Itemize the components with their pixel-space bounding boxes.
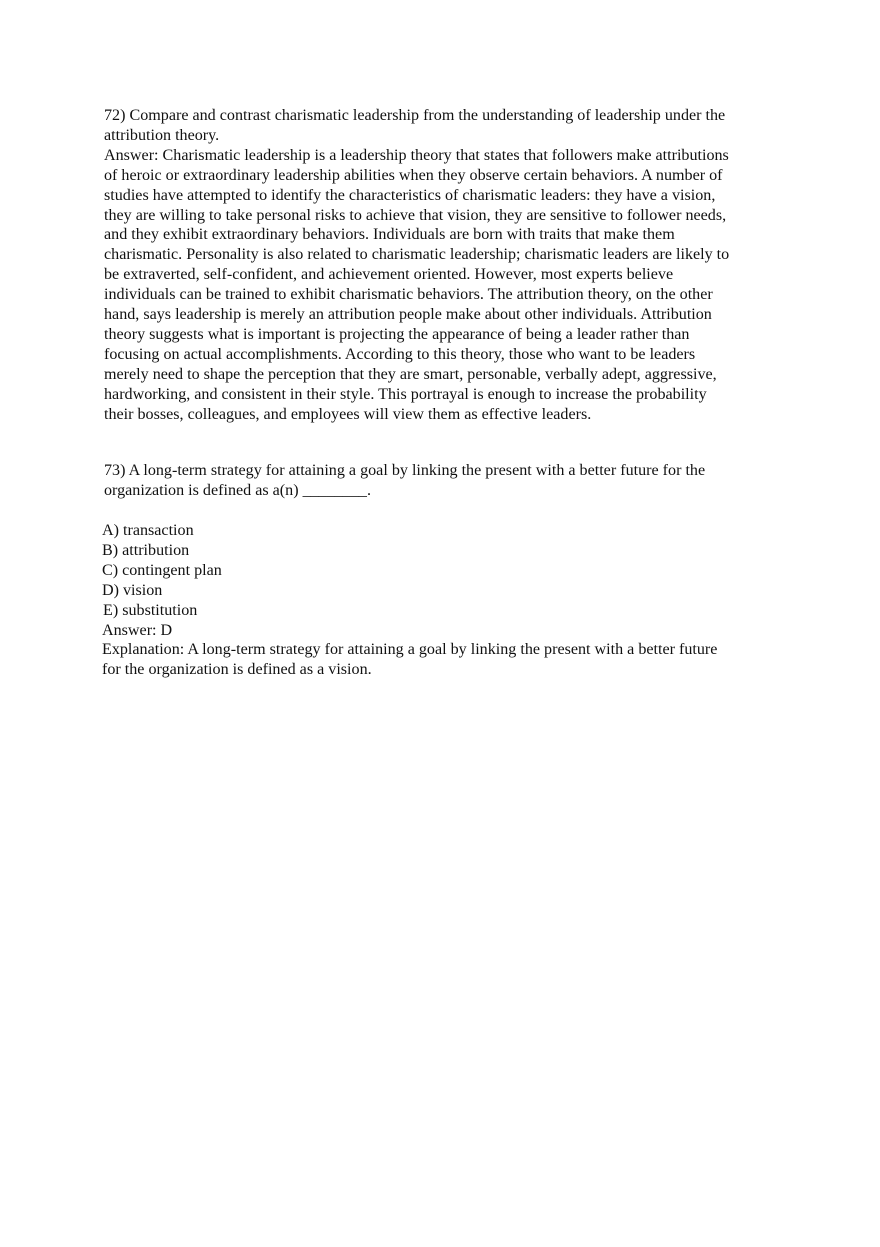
question-73-options (102, 521, 792, 680)
explanation-73-line-2: for the organization is defined as a vision. (102, 661, 372, 679)
answer-72-line-11: focusing on actual accomplishments. According to this theory, those who want to be leaders (104, 345, 696, 363)
answer-72-line-14: their bosses, colleagues, and employees will view them as effective leaders. (104, 405, 592, 423)
answer-72-line-5: and they exhibit extraordinary behaviors. Individuals are born with traits that make them (104, 226, 675, 244)
answer-72-line-12: merely need to shape the perception that they are smart, personable, verbally adept, aggressive, (104, 365, 717, 383)
option-a: A) transaction (102, 522, 194, 539)
question-72 (104, 106, 794, 425)
answer-72-line-7: be extraverted, self-confident, and achievement oriented. However, most experts believe (104, 266, 674, 284)
answer-72-line-10: theory suggests what is important is projecting the appearance of being a leader rather than (104, 325, 690, 343)
question-73-text-line-1: 73) A long-term strategy for attaining a goal by linking the present with a better future for the (104, 462, 706, 479)
option-c: C) contingent plan (102, 561, 222, 579)
option-e: E) substitution (103, 601, 198, 619)
answer-72-line-2: of heroic or extraordinary leadership abilities when they observe certain behaviors. A number of (104, 166, 723, 184)
question-73-text-line-2: organization is defined as a(n) ________. (104, 481, 371, 499)
explanation-73-line-1: Explanation: A long-term strategy for attaining a goal by linking the present with a better future (102, 641, 718, 659)
answer-72-line-3: studies have attempted to identify the characteristics of charismatic leaders: they have a vision, (104, 186, 716, 204)
answer-72-line-4: they are willing to take personal risks to achieve that vision, they are sensitive to follower needs, (104, 206, 727, 224)
option-d: D) vision (102, 581, 163, 599)
question-72-text-line-1: 72) Compare and contrast charismatic leadership from the understanding of leadership under the (104, 107, 726, 124)
answer-72-line-8: individuals can be trained to exhibit charismatic behaviors. The attribution theory, on the other (104, 286, 713, 304)
answer-72-line-13: hardworking, and consistent in their style. This portrayal is enough to increase the probability (104, 385, 707, 403)
answer-72-line-1: Answer: Charismatic leadership is a leadership theory that states that followers make attributions (104, 146, 729, 164)
question-73 (104, 461, 794, 501)
option-b: B) attribution (102, 541, 190, 559)
question-72-text-line-2: attribution theory. (104, 126, 220, 144)
answer-72-line-9: hand, says leadership is merely an attribution people make about other individuals. Attribution (104, 306, 712, 324)
answer-72-line-6: charismatic. Personality is also related to charismatic leadership; charismatic leaders are likely to (104, 246, 730, 264)
answer-73: Answer: D (102, 621, 173, 639)
